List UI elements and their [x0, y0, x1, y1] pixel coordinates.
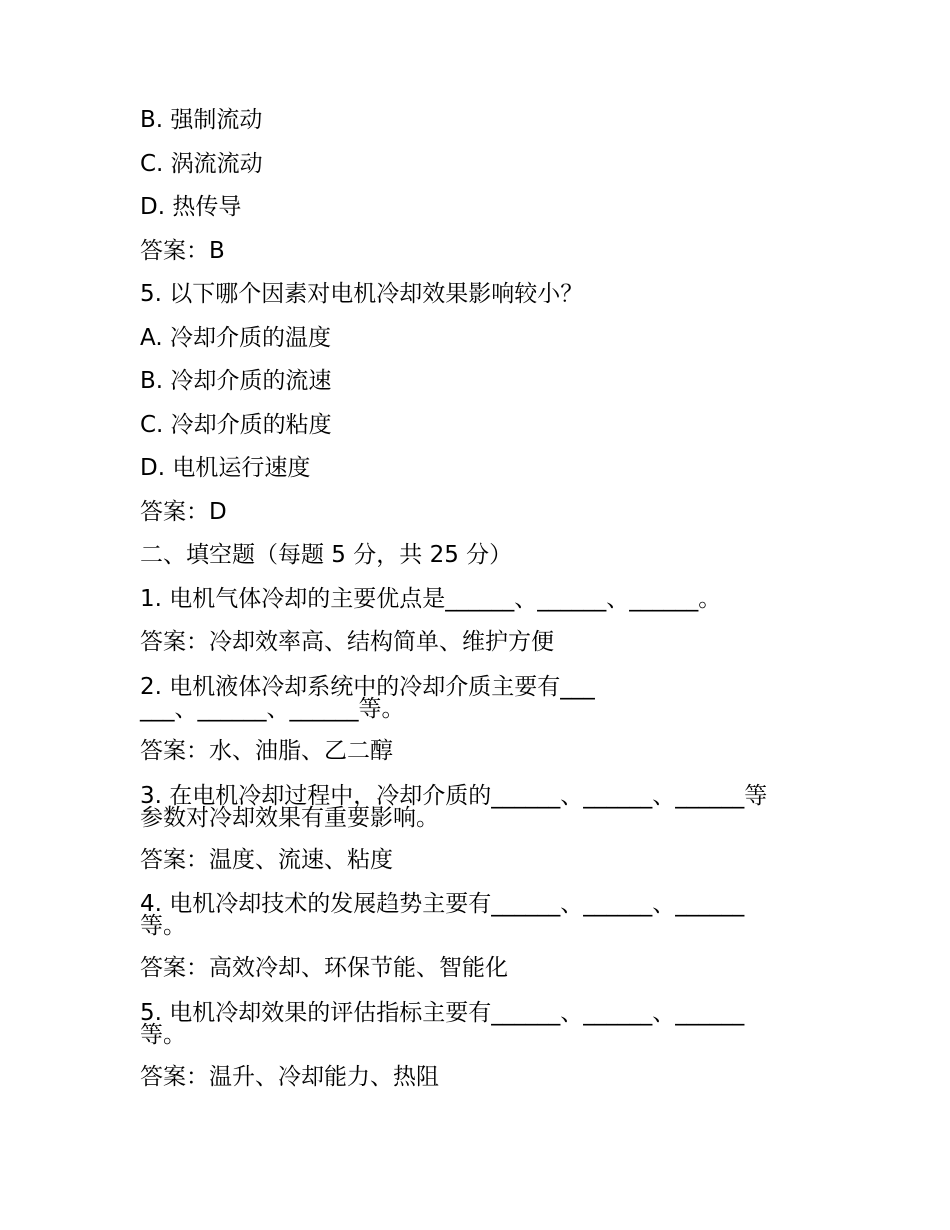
option-c-medium-viscosity: C. 冷却介质的粘度	[140, 412, 332, 438]
answer-q5: 答案：D	[140, 499, 227, 525]
option-b-forced-flow: B. 强制流动	[140, 107, 263, 133]
fill-answer-1: 答案：冷却效率高、结构简单、维护方便	[140, 629, 554, 655]
fill-answer-2: 答案：水、油脂、乙二醇	[140, 738, 393, 764]
option-d-heat-conduction: D. 热传导	[140, 194, 242, 220]
section-heading-fill-in: 二、填空题（每题 5 分，共 25 分）	[140, 542, 513, 568]
question-5-choice: 5. 以下哪个因素对电机冷却效果影响较小？	[140, 281, 584, 307]
fill-question-5: 5. 电机冷却效果的评估指标主要有______、______、______等。	[140, 1000, 745, 1048]
fill-question-3: 3. 在电机冷却过程中，冷却介质的______、______、______等参数对冷却效果有重要影响。	[140, 783, 768, 831]
option-c-eddy-flow: C. 涡流流动	[140, 151, 263, 177]
fill-answer-4: 答案：高效冷却、环保节能、智能化	[140, 955, 508, 981]
fill-question-2: 2. 电机液体冷却系统中的冷却介质主要有______、______、______等。	[140, 674, 595, 722]
fill-question-1: 1. 电机气体冷却的主要优点是______、______、______。	[140, 586, 722, 612]
option-d-motor-speed: D. 电机运行速度	[140, 455, 311, 481]
fill-answer-5: 答案：温升、冷却能力、热阻	[140, 1064, 439, 1090]
fill-question-4: 4. 电机冷却技术的发展趋势主要有______、______、______等。	[140, 891, 745, 939]
answer-q4: 答案：B	[140, 238, 225, 264]
option-b-medium-flow-rate: B. 冷却介质的流速	[140, 368, 332, 394]
fill-answer-3: 答案：温度、流速、粘度	[140, 847, 393, 873]
option-a-medium-temperature: A. 冷却介质的温度	[140, 325, 331, 351]
